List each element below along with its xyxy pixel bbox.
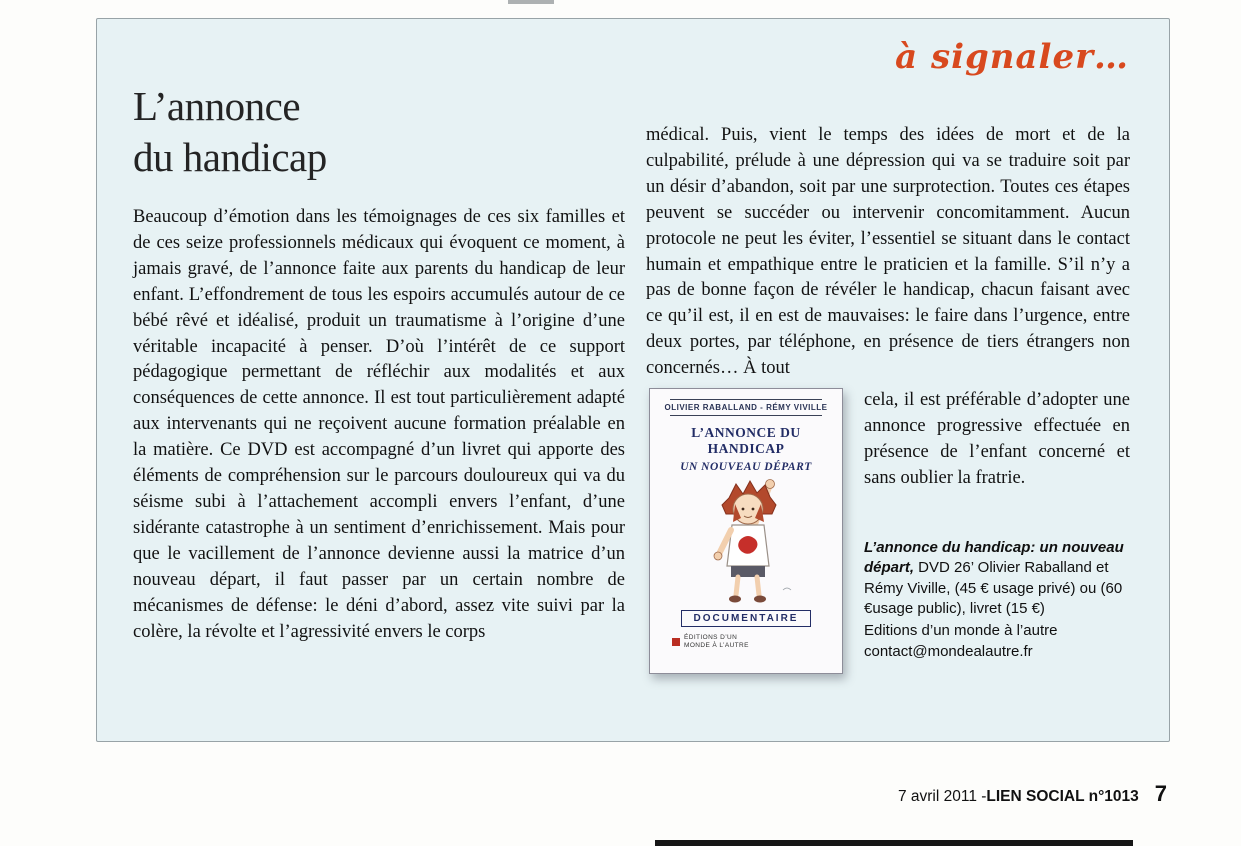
dvd-publisher-logo	[658, 634, 834, 649]
dvd-media-block	[646, 388, 1130, 674]
dvd-genre-label: DOCUMENTAIRE	[681, 610, 812, 627]
article-body-col2-part1: médical. Puis, vient le temps des idées de mort et de la culpabilité, prélude à une dépression qui va se traduire soit par un désir d’abandon, soit par une surprotection. Toutes ces étapes peuvent se succéder ou intervenir concomitamment. Aucun protocole ne peut les éviter, l’essentiel se situant dans le contact humain et empathique entre le praticien et la famille. S’il n’y a pas de bonne façon de révéler le handicap, chacun faisant avec ce qu’il est, il en est de mauvaises: le faire dans l’urgence, entre deux portes, par téléphone, en présence de tiers étrangers non concernés… À tout	[646, 125, 1130, 379]
dvd-cover-photo	[646, 388, 846, 674]
publisher-logo-mark	[672, 638, 680, 646]
dvd-cover	[649, 388, 843, 674]
caption-publisher: Editions d’un monde à l’autre	[864, 621, 1058, 639]
dvd-authors: OLIVIER RABALLAND - RÉMY VIVILLE	[664, 403, 828, 413]
article-body-col2-part2: cela, il est préférable d’adopter une annonce progressive effectuée en présence de l’enfant concerné et sans oublier la fratrie.	[864, 390, 1130, 488]
child-illustration-icon	[686, 478, 806, 606]
article-body-col1: Beaucoup d’émotion dans les témoignages de ces six familles et de ces seize professionnels médicaux qui évoquent ce moment, à jamais gravé, de l’annonce faite aux parents du handicap de leur enfant. L’effondrement de tous les espoirs accumulés autour de ce bébé rêvé et idéalisé, produit un traumatisme à l’origine d’une véritable incapacité à penser. D’où l’intérêt de ce support pédagogique permettant de réfléchir aux modalités et aux conséquences de cette annonce. Il est tout particulièrement adapté aux intervenants qui ne reçoivent aucune formation préalable en la matière. Ce DVD est accompagné d’un livret qui apporte des éléments de compréhension sur le parcours douloureux qui va du séisme subi à l’attachement accompli envers l’enfant, d’une sidérante catastrophe à un sentiment d’enrichissement. Mais pour que le vacillement de l’annonce devienne aussi la matrice d’un nouveau départ, il faut passer par un certain nombre de mécanismes de défense: le déni d’abord, assez vite suivi par la colère, la révolte et l’agressivité envers le corps	[133, 207, 625, 642]
dvd-title: L’ANNONCE DU HANDICAP	[691, 425, 801, 457]
dvd-subtitle: UN NOUVEAU DÉPART	[680, 461, 812, 474]
article-title-line1: L’annonce	[133, 83, 301, 129]
scan-artifact-top	[508, 0, 554, 4]
caption-title: L’annonce du handicap: un nouveau départ,	[864, 538, 1124, 577]
article-title-line2: du handicap	[133, 134, 327, 180]
footer-journal: LIEN SOCIAL n°1013	[986, 788, 1139, 805]
publisher-logo-text: ÉDITIONS D’UN MONDE À L’AUTRE	[684, 634, 749, 649]
dvd-caption	[864, 538, 1130, 663]
article-panel	[96, 18, 1170, 742]
article-column-right	[646, 123, 1130, 674]
page-footer	[898, 781, 1167, 807]
dvd-rule-bottom	[670, 415, 822, 416]
article-column-left	[133, 81, 625, 645]
article-title	[133, 81, 625, 183]
caption-contact: contact@mondealautre.fr	[864, 643, 1033, 661]
scan-artifact-bar	[655, 840, 1133, 846]
caption-text: DVD 26’ Olivier Raballand et Rémy Viville, (45 € usage privé) ou (60 €usage public), livret (15 €)	[864, 559, 1123, 618]
footer-page-number: 7	[1154, 781, 1167, 806]
footer-date: 7 avril 2011 -	[897, 788, 987, 805]
dvd-media-text	[864, 388, 1130, 674]
a-signaler-label: à signaler…	[895, 37, 1129, 77]
